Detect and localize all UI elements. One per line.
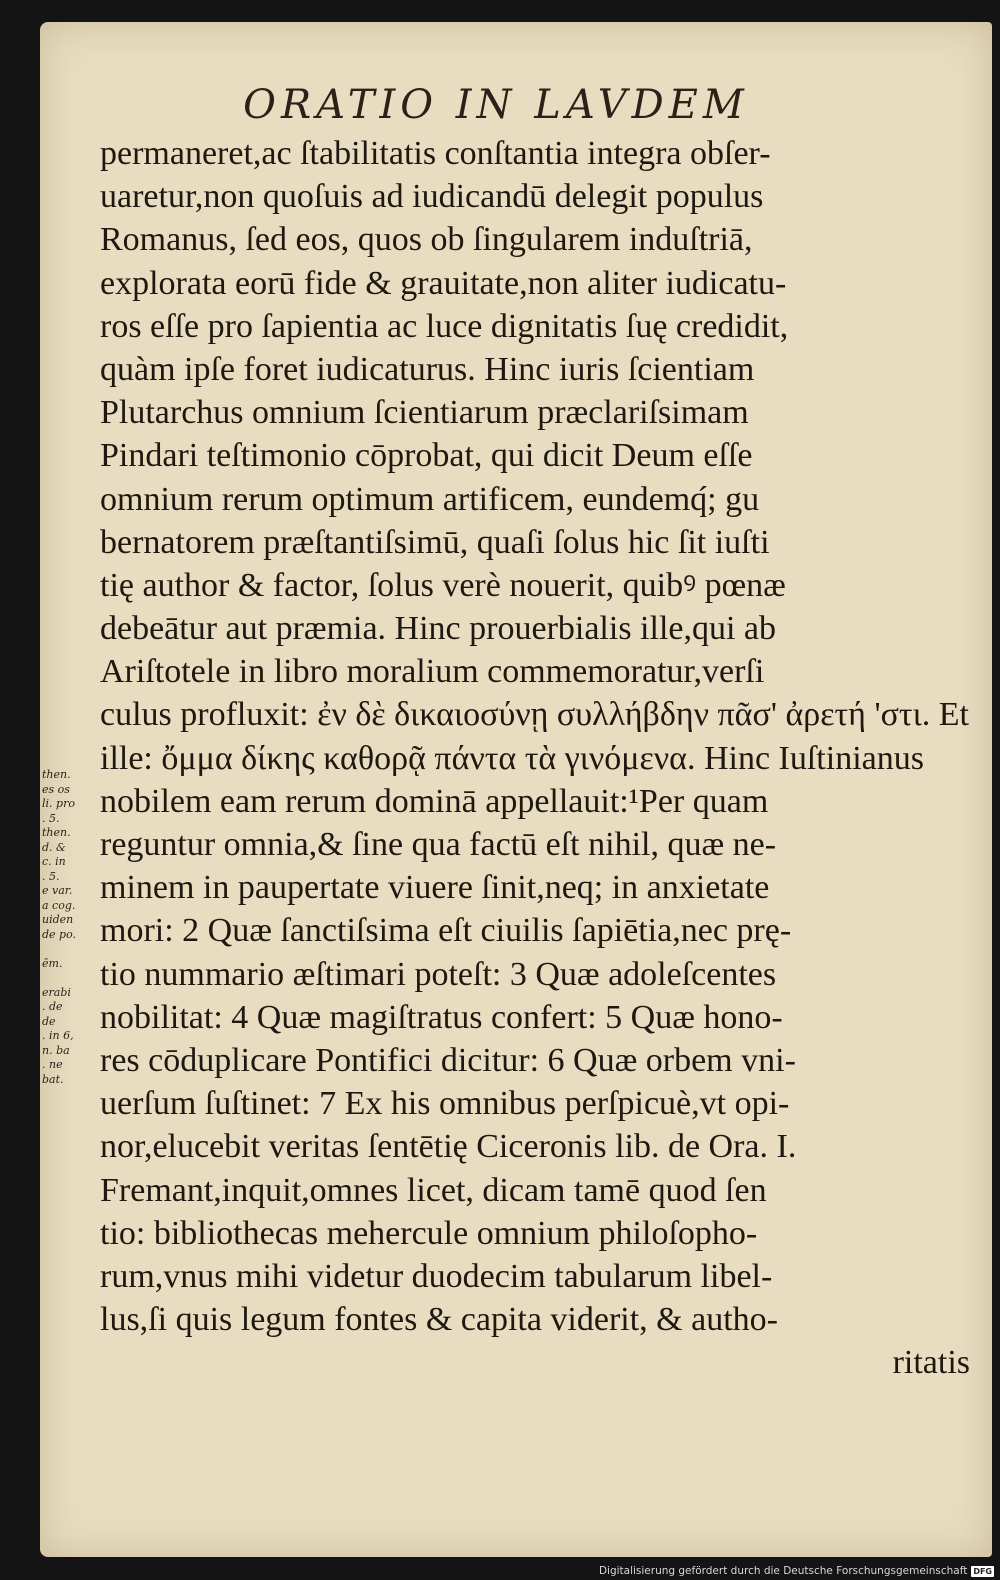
text-line: res cōduplicare Pontifici dicitur: 6 Quæ orbem vni- <box>100 1041 796 1079</box>
margin-note: . de <box>42 1000 63 1013</box>
margin-note: bat. <box>42 1072 64 1086</box>
margin-note: c. in <box>42 855 66 868</box>
text-line: mori: 2 Quæ ſanctiſsima eſt ciuilis ſapiētia,nec prę- <box>100 912 792 950</box>
text-line: nobilem eam rerum dominā appellauit:¹Per quam <box>100 782 769 820</box>
text-line: bernatorem præſtantiſsimū, quaſi ſolus hic ſit iuſti <box>100 523 770 561</box>
margin-note: a cog. <box>42 898 76 912</box>
margin-note: . ne <box>42 1058 63 1071</box>
text-line: minem in paupertate viuere ſinit,neq; in anxietate <box>100 869 770 907</box>
text-line: debeātur aut præmia. Hinc prouerbialis ille,qui ab <box>100 610 777 648</box>
margin-note: de <box>42 1014 56 1028</box>
margin-note: es os <box>42 782 70 796</box>
running-head: ORATIO IN LAVDEM <box>243 82 749 128</box>
text-line: reguntur omnia,& ſine qua factū eſt nihil, quæ ne- <box>100 826 777 863</box>
text-line: omnium rerum optimum artificem, eundemq́; gu <box>100 480 760 518</box>
text-line: lus,ſi quis legum fontes & capita viderit, & autho- <box>100 1301 778 1339</box>
margin-note: d. & <box>42 840 66 854</box>
margin-note: n. ba <box>42 1043 70 1057</box>
digitization-credit <box>599 1565 994 1577</box>
margin-note: . 5. <box>42 869 60 883</box>
margin-note: uiden <box>42 913 74 926</box>
margin-notes <box>42 768 92 1087</box>
catchword: ritatis <box>892 1344 970 1382</box>
margin-note: ēm. <box>42 956 63 970</box>
margin-note: . 5. <box>42 811 60 825</box>
margin-note <box>42 942 92 957</box>
text-line: ros eſſe pro ſapientia ac luce dignitatis ſuę credidit, <box>100 307 789 345</box>
text-line: permaneret,ac ſtabilitatis conſtantia integra obſer- <box>100 135 771 172</box>
margin-note: de po. <box>42 927 77 941</box>
text-line: Ariſtotele in libro moralium commemoratur,verſi <box>100 653 765 691</box>
text-line: tio: bibliothecas mehercule omnium philoſopho- <box>100 1214 758 1252</box>
book-page <box>40 22 992 1557</box>
text-line: ille: ὄμμα δίκης καθορᾷ πάντα τὰ γινόμενα. Hinc Iuſtinianus <box>100 739 924 777</box>
dfg-logo-icon: DFG <box>973 1566 992 1576</box>
text-line: quàm ipſe foret iudicaturus. Hinc iuris ſcientiam <box>100 350 755 388</box>
credit-text: Digitalisierung gefördert durch die Deutsche Forschungsgemeinschaft <box>598 1565 968 1577</box>
margin-note: li. pro <box>42 797 75 810</box>
text-line: rum,vnus mihi videtur duodecim tabularum libel- <box>100 1257 773 1295</box>
text-line: tię author & factor, ſolus verè nouerit, quibꝰ pœnæ <box>100 566 786 604</box>
text-line: Romanus, ſed eos, quos ob ſingularem induſtriā, <box>100 221 753 259</box>
text-line: nobilitat: 4 Quæ magiſtratus confert: 5 Quæ hono- <box>100 998 783 1036</box>
margin-note <box>42 971 92 986</box>
text-line: explorata eorū fide & grauitate,non aliter iudicatu- <box>100 264 787 302</box>
text-line: Fremant,inquit,omnes licet, dicam tamē quod ſen <box>100 1171 767 1209</box>
text-line: nor,elucebit veritas ſentētię Ciceronis lib. de Ora. I. <box>100 1128 797 1166</box>
margin-note: then. <box>42 768 71 781</box>
margin-note: then. <box>42 826 71 839</box>
text-line: Pindari teſtimonio cōprobat, qui dicit Deum eſſe <box>100 437 753 475</box>
margin-note: . in 6, <box>42 1029 74 1042</box>
page-text <box>100 132 970 1384</box>
margin-note: erabi <box>42 985 71 999</box>
text-line: uerſum ſuſtinet: 7 Ex his omnibus perſpicuè,vt opi- <box>100 1085 790 1123</box>
text-line: uaretur,non quoſuis ad iudicandū delegit populus <box>100 178 764 216</box>
text-line: Plutarchus omnium ſcientiarum præclariſsimam <box>100 394 749 432</box>
margin-note: e var. <box>42 884 73 897</box>
text-line: culus profluxit: ἐν δὲ δικαιοσύνῃ συλλήβδην πᾶσ' ἀρετή 'στι. Et <box>100 696 969 734</box>
text-line: tio nummario æſtimari poteſt: 3 Quæ adoleſcentes <box>100 955 777 993</box>
